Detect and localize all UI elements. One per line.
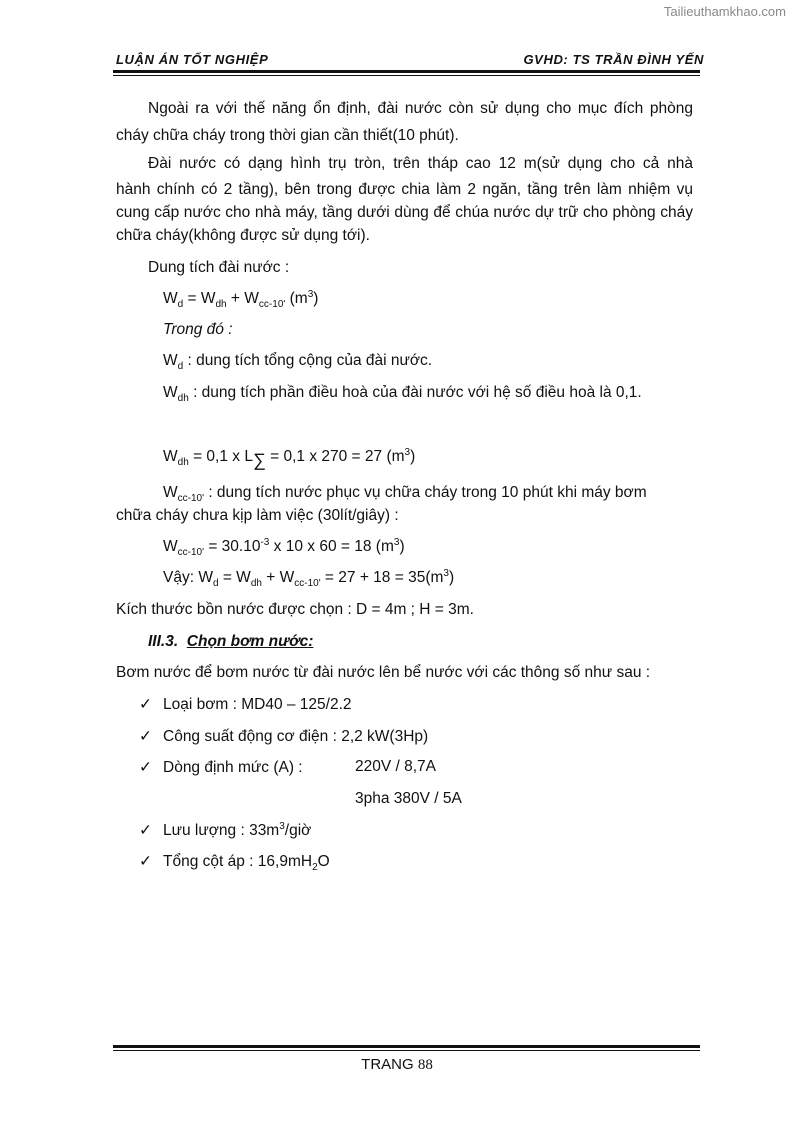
header-rule bbox=[113, 70, 700, 73]
paragraph-2-line-4: chữa cháy(không được sử dụng tới). bbox=[116, 227, 370, 244]
where-label: Trong đó : bbox=[163, 321, 233, 338]
list-item-total-head: ✓ Tổng cột áp : $16,9mH_2O$ bbox=[139, 853, 330, 874]
list-item-rated-current: ✓ Dòng định mức (A) : bbox=[139, 759, 303, 776]
section-title: Chọn bơm nước: bbox=[186, 633, 314, 650]
capacity-label: Dung tích đài nước : bbox=[148, 259, 290, 276]
check-icon: ✓ bbox=[139, 759, 152, 776]
tank-size: Kích thước bồn nước được chọn : D = 4m ; H = 3m. bbox=[116, 601, 474, 618]
watermark: Tailieuthamkhao.com bbox=[663, 4, 786, 19]
paragraph-1-line-2: cháy chữa cháy trong thời gian cần thiết(10 phút). bbox=[116, 127, 459, 144]
page-number: TRANG 88 bbox=[361, 1056, 433, 1073]
definition-wcc-line-2: chữa cháy chưa kịp làm việc (30lít/giây) : bbox=[116, 507, 399, 524]
list-item-pump-type: ✓ Loại bơm : MD40 – 125/2.2 bbox=[139, 696, 352, 713]
section-number: III.3. bbox=[148, 633, 179, 650]
pump-intro: Bơm nước để bơm nước từ đài nước lên bể nước với các thông số như sau : bbox=[116, 664, 651, 681]
formula-fire-volume: $W_{cc-10'} = 30.10^{-3}$ x 10 x 60 = 18 $(m^3)$ bbox=[163, 536, 405, 559]
formula-regulation-volume: $W_{dh} = 0,1$ x L∑ = 0,1 x 270 = 27 $(m^3)$ bbox=[163, 446, 416, 470]
paragraph-2-line-3: cung cấp nước cho nhà máy, tầng dưới dùng để chúa nước dự trữ cho phòng cháy bbox=[116, 204, 693, 221]
sigma-symbol: ∑ bbox=[252, 450, 266, 470]
check-icon: ✓ bbox=[139, 822, 152, 839]
definition-wcc-line-1: $W_{cc-10'}$ : dung tích nước phục vụ chữa cháy trong 10 phút khi máy bơm bbox=[163, 484, 647, 505]
header-left-title: LUẬN ÁN TỐT NGHIỆP bbox=[116, 52, 269, 67]
paragraph-2-line-2: hành chính có 2 tầng), bên trong được chia làm 2 ngăn, tầng trên làm nhiệm vụ bbox=[116, 181, 693, 198]
list-item-flow-rate: ✓ Lưu lượng : $33m^3$/giờ bbox=[139, 820, 312, 839]
formula-total-capacity: $W_d = W_{dh} + W_{cc-10'}$ $(m^3)$ bbox=[163, 288, 319, 311]
section-heading bbox=[148, 633, 313, 651]
rated-current-380v: 3pha 380V / 5A bbox=[355, 790, 462, 807]
paragraph-1-line-1: Ngoài ra với thế năng ổn định, đài nước còn sử dụng cho mục đích phòng bbox=[148, 100, 693, 117]
definition-wdh: $W_{dh}$ : dung tích phần điều hoà của đài nước với hệ số điều hoà là 0,1. bbox=[163, 384, 642, 405]
header-right-advisor: GVHD: TS TRẦN ĐÌNH YẾN bbox=[523, 52, 704, 67]
check-icon: ✓ bbox=[139, 696, 152, 713]
check-icon: ✓ bbox=[139, 728, 152, 745]
formula-result: Vậy: $W_d = W_{dh} + W_{cc-10'} = 27 + 18 = 35(m^3)$ bbox=[163, 567, 455, 590]
footer-rule bbox=[113, 1045, 700, 1048]
list-item-motor-power: ✓ Công suất động cơ điện : 2,2 kW(3Hp) bbox=[139, 728, 429, 745]
header-rule-thin bbox=[113, 75, 700, 76]
footer-rule-thin bbox=[113, 1050, 700, 1051]
definition-wd: $W_d$ : dung tích tổng cộng của đài nước. bbox=[163, 352, 433, 373]
check-icon: ✓ bbox=[139, 853, 152, 870]
rated-current-220v: 220V / 8,7A bbox=[355, 758, 437, 775]
paragraph-2-line-1: Đài nước có dạng hình trụ tròn, trên tháp cao 12 m(sử dụng cho cả nhà bbox=[148, 155, 693, 172]
